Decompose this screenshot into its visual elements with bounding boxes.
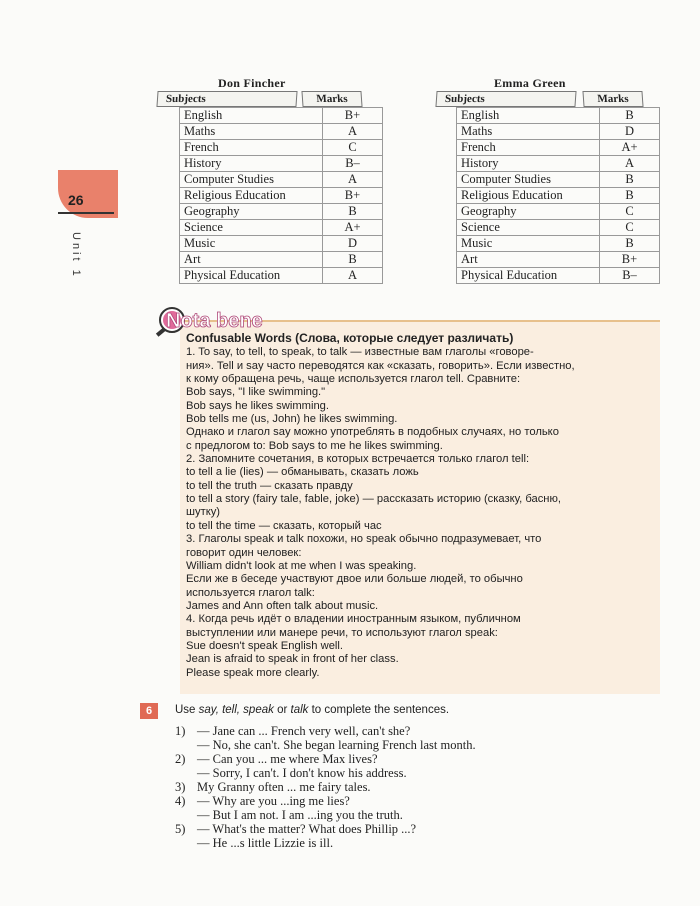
- subject-cell: Maths: [457, 124, 600, 140]
- subject-cell: History: [180, 156, 323, 172]
- exercise-item-text: — Jane can ... French very well, can't she?: [197, 724, 411, 738]
- nota-bene-line: с предлогом to: Bob says to me he likes swimming.: [186, 439, 443, 452]
- mark-cell: B+: [600, 252, 660, 268]
- table-row: [180, 140, 383, 156]
- header-subjects: Subjects: [435, 91, 576, 107]
- exercise-item: [175, 822, 476, 836]
- table-row: [180, 172, 383, 188]
- table-row: [457, 268, 660, 284]
- nota-bene-line: Jean is afraid to speak in front of her class.: [186, 653, 399, 666]
- exercise-list: [175, 724, 476, 850]
- mark-cell: A+: [600, 140, 660, 156]
- exercise-item: [175, 780, 476, 794]
- nota-bene-line: 2. Запомните сочетания, в которых встречается только глагол tell:: [186, 453, 530, 466]
- mark-cell: A+: [323, 220, 383, 236]
- nota-bene-line: Bob tells me (us, John) he likes swimming.: [186, 413, 398, 426]
- subject-cell: Physical Education: [457, 268, 600, 284]
- subject-cell: English: [180, 108, 323, 124]
- exercise-item-text: — No, she can't. She began learning French last month.: [197, 738, 476, 752]
- table-row: [180, 236, 383, 252]
- subject-cell: Physical Education: [180, 268, 323, 284]
- nota-bene-line: to tell a lie (lies) — обманывать, сказать ложь: [186, 466, 419, 479]
- mark-cell: C: [600, 220, 660, 236]
- nota-bene-heading: Confusable Words (Слова, которые следует различать): [186, 331, 514, 345]
- page-tab: [58, 170, 118, 218]
- mark-cell: A: [600, 156, 660, 172]
- table-row: [457, 108, 660, 124]
- exercise-item-number: 3): [175, 780, 186, 794]
- mark-cell: B: [600, 236, 660, 252]
- exercise-item: [175, 724, 476, 738]
- mark-cell: D: [600, 124, 660, 140]
- nota-bene-line: Bob says, "I like swimming.": [186, 386, 326, 399]
- mark-cell: B: [600, 172, 660, 188]
- table-title-don-fincher: Don Fincher: [218, 76, 286, 90]
- table-row: [180, 204, 383, 220]
- nota-bene-line: Однако и глагол say можно употреблять в подобных случаях, но только: [186, 426, 559, 439]
- mark-cell: D: [323, 236, 383, 252]
- subject-cell: Religious Education: [457, 188, 600, 204]
- page-rule: [58, 212, 114, 214]
- subject-cell: Computer Studies: [180, 172, 323, 188]
- marks-table-don-fincher: [179, 107, 383, 284]
- subject-cell: Science: [180, 220, 323, 236]
- table-row: [457, 188, 660, 204]
- exercise-instruction: Use say, tell, speak or talk to complete the sentences.: [175, 704, 450, 716]
- nota-bene-line: to tell the truth — сказать правду: [186, 479, 353, 492]
- mark-cell: A: [323, 268, 383, 284]
- table-row: [457, 204, 660, 220]
- subject-cell: Maths: [180, 124, 323, 140]
- nota-bene-line: Если же в беседе участвуют двое или больше людей, то обычно: [186, 573, 523, 586]
- table-row: [180, 220, 383, 236]
- subject-cell: Art: [457, 252, 600, 268]
- marks-table-emma-green: [456, 107, 660, 284]
- subject-cell: French: [457, 140, 600, 156]
- exercise-item: [175, 836, 476, 850]
- subject-cell: Music: [457, 236, 600, 252]
- nota-bene-text: [186, 332, 652, 680]
- exercise-item-text: My Granny often ... me fairy tales.: [197, 780, 371, 794]
- exercise-item: [175, 752, 476, 766]
- mark-cell: C: [323, 140, 383, 156]
- table-title-emma-green: Emma Green: [494, 76, 566, 90]
- table-row: [180, 252, 383, 268]
- nota-bene-line: к кому обращена речь, чаще используется глагол tell. Сравните:: [186, 373, 521, 386]
- subject-cell: Geography: [180, 204, 323, 220]
- nota-bene-line: 1. To say, to tell, to speak, to talk — известные вам глаголы «говоре-: [186, 346, 534, 359]
- subject-cell: French: [180, 140, 323, 156]
- table-row: [457, 252, 660, 268]
- exercise-item: [175, 808, 476, 822]
- table-row: [180, 188, 383, 204]
- mark-cell: A: [323, 172, 383, 188]
- nota-bene-line: говорит один человек:: [186, 546, 302, 559]
- mark-cell: B+: [323, 188, 383, 204]
- nota-bene-line: 3. Глаголы speak и talk похожи, но speak обычно подразумевает, что: [186, 533, 542, 546]
- header-subjects: Subjects: [156, 91, 297, 107]
- nota-bene-logo-text: Nota bene: [166, 310, 263, 332]
- exercise-item: [175, 738, 476, 752]
- table-row: [457, 236, 660, 252]
- nota-bene-line: William didn't look at me when I was speaking.: [186, 559, 417, 572]
- subject-cell: Science: [457, 220, 600, 236]
- nota-bene-line: Sue doesn't speak English well.: [186, 639, 343, 652]
- exercise-item-text: — Why are you ...ing me lies?: [197, 794, 350, 808]
- exercise-item-text: — What's the matter? What does Phillip ...?: [197, 822, 417, 836]
- mark-cell: B: [600, 188, 660, 204]
- exercise-number: 6: [140, 703, 158, 719]
- subject-cell: Geography: [457, 204, 600, 220]
- header-marks: Marks: [582, 91, 643, 107]
- table-header-don-fincher: [157, 91, 367, 106]
- exercise-item: [175, 766, 476, 780]
- nota-bene-line: Please speak more clearly.: [186, 666, 320, 679]
- mark-cell: B+: [323, 108, 383, 124]
- subject-cell: English: [457, 108, 600, 124]
- mark-cell: B–: [600, 268, 660, 284]
- subject-cell: History: [457, 156, 600, 172]
- table-header-emma-green: [436, 91, 646, 106]
- table-row: [457, 156, 660, 172]
- subject-cell: Computer Studies: [457, 172, 600, 188]
- nota-bene-line: James and Ann often talk about music.: [186, 599, 379, 612]
- exercise-item-number: 2): [175, 752, 186, 766]
- exercise-item-number: 1): [175, 724, 186, 738]
- mark-cell: A: [323, 124, 383, 140]
- subject-cell: Art: [180, 252, 323, 268]
- table-row: [457, 172, 660, 188]
- table-row: [180, 124, 383, 140]
- table-row: [457, 220, 660, 236]
- page-number: 26: [68, 192, 84, 208]
- table-row: [180, 108, 383, 124]
- subject-cell: Music: [180, 236, 323, 252]
- mark-cell: B: [323, 252, 383, 268]
- mark-cell: C: [600, 204, 660, 220]
- exercise-item-text: — But I am not. I am ...ing you the truth.: [197, 808, 403, 822]
- exercise-item-number: 5): [175, 822, 186, 836]
- nota-bene-line: шутку): [186, 506, 221, 519]
- header-marks: Marks: [301, 91, 362, 107]
- nota-bene-line: используется глагол talk:: [186, 586, 315, 599]
- exercise-item-text: — Can you ... me where Max lives?: [197, 752, 378, 766]
- nota-bene-line: to tell a story (fairy tale, fable, joke) — рассказать историю (сказку, басню,: [186, 493, 561, 506]
- exercise-item-number: 4): [175, 794, 186, 808]
- exercise-item-text: — He ...s little Lizzie is ill.: [197, 836, 334, 850]
- nota-bene-line: Bob says he likes swimming.: [186, 399, 330, 412]
- table-row: [180, 268, 383, 284]
- unit-label: Unit 1: [70, 232, 82, 279]
- subject-cell: Religious Education: [180, 188, 323, 204]
- mark-cell: B: [323, 204, 383, 220]
- table-row: [457, 140, 660, 156]
- nota-bene-line: выступлении или манере речи, то используют глагол speak:: [186, 626, 498, 639]
- mark-cell: B: [600, 108, 660, 124]
- mark-cell: B–: [323, 156, 383, 172]
- table-row: [457, 124, 660, 140]
- nota-bene-line: 4. Когда речь идёт о владении иностранным языком, публичном: [186, 613, 521, 626]
- nota-bene-line: ния». Tell и say часто переводятся как «сказать, говорить». Если известно,: [186, 359, 575, 372]
- exercise-item: [175, 794, 476, 808]
- table-row: [180, 156, 383, 172]
- nota-bene-line: to tell the time — сказать, который час: [186, 519, 382, 532]
- exercise-item-text: — Sorry, I can't. I don't know his address.: [197, 766, 407, 780]
